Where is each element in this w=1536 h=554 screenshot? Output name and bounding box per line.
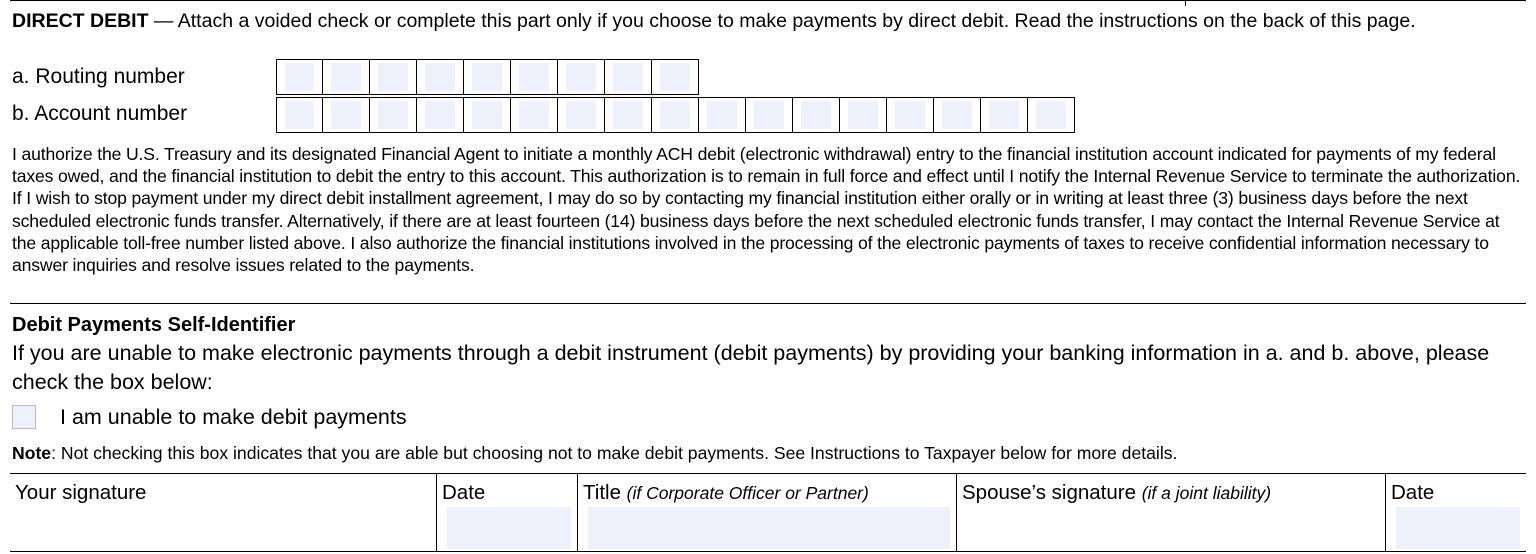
routing-digit-fill <box>378 63 408 91</box>
unable-debit-row <box>12 403 407 431</box>
routing-digit-box[interactable] <box>605 59 652 95</box>
routing-digit-box[interactable] <box>511 59 558 95</box>
routing-digit-fill <box>472 63 502 91</box>
your-signature-label: Your signature <box>15 481 147 504</box>
direct-debit-instructions: — Attach a voided check or complete this part only if you choose to make payments by direct debit. Read the instructions on the back of this page. <box>148 10 1416 32</box>
title-label: Title <box>583 481 621 504</box>
account-digit-box[interactable] <box>1028 97 1075 133</box>
account-digit-fill <box>989 101 1019 129</box>
account-digit-box[interactable] <box>981 97 1028 133</box>
account-digit-fill <box>942 101 972 129</box>
routing-digit-fill <box>613 63 643 91</box>
account-digit-fill <box>519 101 549 129</box>
routing-digit-fill <box>519 63 549 91</box>
account-number-boxes <box>276 97 1075 133</box>
account-digit-box[interactable] <box>699 97 746 133</box>
routing-digit-fill <box>566 63 596 91</box>
routing-digit-fill <box>425 63 455 91</box>
spouse-signature-field[interactable] <box>967 507 1379 549</box>
date-cell <box>437 474 578 551</box>
self-identifier-title: Debit Payments Self-Identifier <box>12 314 296 336</box>
account-digit-box[interactable] <box>511 97 558 133</box>
routing-digit-box[interactable] <box>464 59 511 95</box>
routing-digit-box[interactable] <box>417 59 464 95</box>
note-label: Note <box>12 443 52 463</box>
title-cell <box>578 474 957 551</box>
account-digit-box[interactable] <box>370 97 417 133</box>
routing-digit-box[interactable] <box>370 59 417 95</box>
account-digit-box[interactable] <box>323 97 370 133</box>
direct-debit-heading <box>12 8 1527 35</box>
spouse-signature-cell <box>957 474 1386 551</box>
account-digit-box[interactable] <box>887 97 934 133</box>
account-digit-box[interactable] <box>652 97 699 133</box>
routing-number-boxes <box>276 59 699 95</box>
unable-debit-label: I am unable to make debit payments <box>60 405 407 429</box>
date-field[interactable] <box>447 507 571 549</box>
routing-digit-fill <box>285 63 314 91</box>
direct-debit-title: DIRECT DEBIT <box>12 10 149 32</box>
account-digit-box[interactable] <box>605 97 652 133</box>
top-rule <box>10 0 1526 1</box>
title-field[interactable] <box>588 507 950 549</box>
account-digit-fill <box>378 101 408 129</box>
date2-label: Date <box>1391 481 1435 504</box>
self-identifier-instructions: If you are unable to make electronic payments through a debit instrument (debit payments) by providing your banking information in a. and b. above, please check the box below: <box>12 341 1490 394</box>
routing-digit-fill <box>660 63 690 91</box>
account-digit-fill <box>848 101 878 129</box>
routing-number-label: a. Routing number <box>12 65 185 88</box>
account-digit-fill <box>895 101 925 129</box>
date2-cell <box>1386 474 1526 551</box>
spouse-signature-label: Spouse’s signature <box>962 481 1136 504</box>
title-hint: (if Corporate Officer or Partner) <box>626 483 869 503</box>
account-digit-fill <box>331 101 361 129</box>
routing-digit-box[interactable] <box>323 59 370 95</box>
account-digit-box[interactable] <box>840 97 887 133</box>
account-digit-box[interactable] <box>417 97 464 133</box>
column-tick <box>1185 0 1186 6</box>
title-label-wrap <box>583 481 869 505</box>
account-number-label: b. Account number <box>12 102 188 125</box>
account-digit-fill <box>660 101 690 129</box>
section-divider <box>10 303 1526 304</box>
date2-field[interactable] <box>1396 507 1520 549</box>
account-digit-box[interactable] <box>793 97 840 133</box>
account-digit-fill <box>1036 101 1066 129</box>
note-body: : Not checking this box indicates that you are able but choosing not to make debit payments. See Instructions to Taxpayer below for more details. <box>51 443 1178 463</box>
your-signature-field[interactable] <box>20 507 430 549</box>
account-digit-box[interactable] <box>934 97 981 133</box>
routing-digit-fill <box>331 63 361 91</box>
routing-digit-box[interactable] <box>652 59 699 95</box>
note-text <box>12 441 1177 465</box>
routing-digit-box[interactable] <box>558 59 605 95</box>
date-label: Date <box>442 481 486 504</box>
signature-table <box>10 473 1526 552</box>
spouse-label-wrap <box>962 481 1271 505</box>
account-digit-box[interactable] <box>464 97 511 133</box>
authorization-text: I authorize the U.S. Treasury and its designated Financial Agent to initiate a monthly ACH debit (electronic withdrawal) entry to the financial institution account indicated for payments of my federal taxes owed, and the financial institution to debit the entry to this account. This authorization is to remain in full force and effect until I notify the Internal Revenue Service to terminate the authorization. If I wish to stop payment under my direct debit installment agreement, I may do so by contacting my financial institution either orally or in writing at least three (3) business days before the next scheduled electronic funds transfer. Alternatively, if there are at least fourteen (14) business days before the next scheduled electronic funds transfer, I may contact the Internal Revenue Service at the applicable toll-free number listed above. I also authorize the financial institutions involved in the processing of the electronic payments of taxes to receive confidential information necessary to answer inquiries and resolve issues related to the payments. <box>12 144 1521 276</box>
account-digit-fill <box>425 101 455 129</box>
account-digit-fill <box>472 101 502 129</box>
account-digit-fill <box>566 101 596 129</box>
account-digit-box[interactable] <box>746 97 793 133</box>
account-digit-box[interactable] <box>558 97 605 133</box>
account-digit-box[interactable] <box>276 97 323 133</box>
account-digit-fill <box>285 101 314 129</box>
account-digit-fill <box>801 101 831 129</box>
account-digit-fill <box>707 101 737 129</box>
account-digit-fill <box>754 101 784 129</box>
unable-debit-checkbox[interactable] <box>12 405 36 429</box>
account-digit-fill <box>613 101 643 129</box>
your-signature-cell <box>10 474 437 551</box>
routing-digit-box[interactable] <box>276 59 323 95</box>
spouse-hint: (if a joint liability) <box>1141 483 1272 503</box>
